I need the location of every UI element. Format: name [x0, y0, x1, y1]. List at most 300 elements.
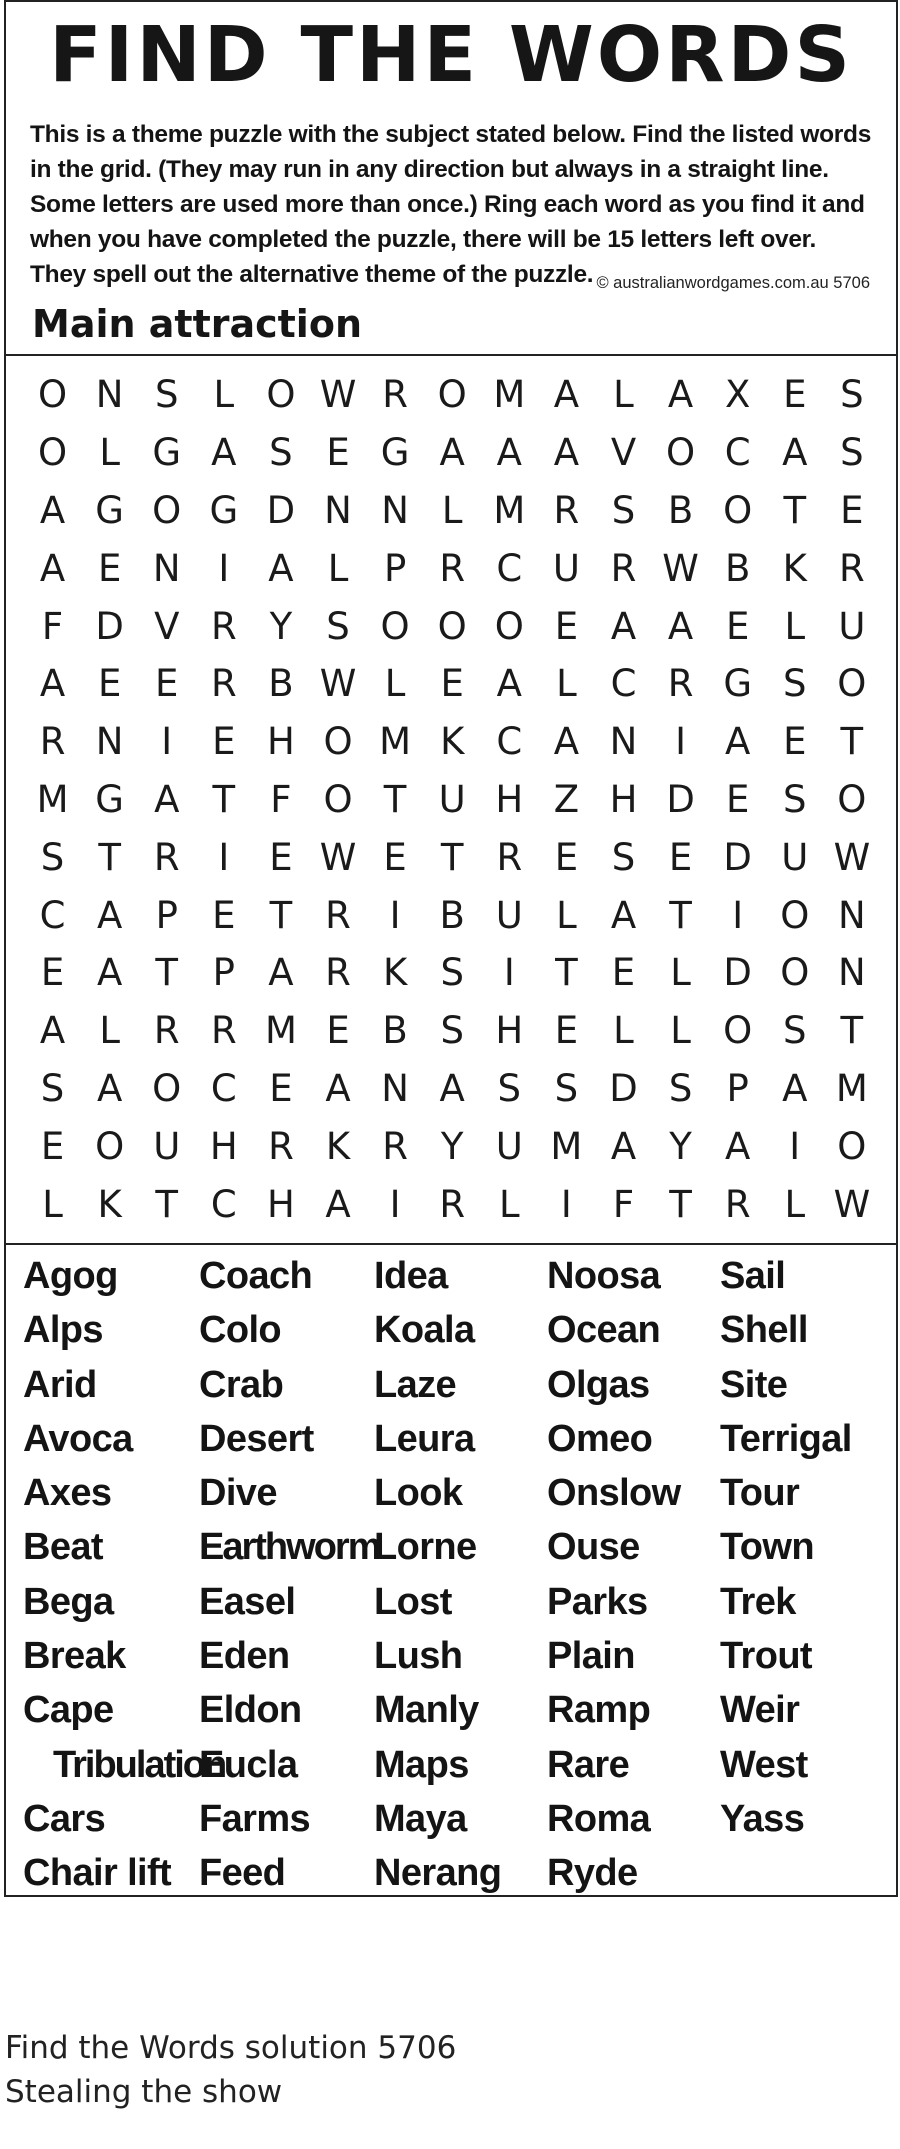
grid-cell[interactable]: A [610, 893, 637, 937]
word-list-item: Maps [374, 1743, 469, 1786]
grid-cell[interactable]: E [155, 662, 179, 706]
grid-cell[interactable]: A [667, 373, 694, 417]
word-list-item: Weir [720, 1689, 800, 1732]
grid-cell[interactable]: K [382, 951, 408, 995]
grid-cell[interactable]: G [209, 488, 239, 532]
grid-cell[interactable]: N [838, 951, 866, 995]
grid-cell[interactable]: R [39, 720, 66, 764]
grid-cell[interactable]: I [732, 893, 744, 937]
grid-cell[interactable]: A [96, 1066, 123, 1110]
word-list-item: Ocean [547, 1309, 661, 1352]
grid-cell[interactable]: E [554, 1009, 579, 1053]
grid-cell[interactable]: S [783, 1009, 807, 1053]
grid-cell[interactable]: A [325, 1066, 351, 1110]
word-list-item: Lost [374, 1580, 452, 1623]
puzzle-frame [4, 0, 898, 1897]
grid-cell[interactable]: O [837, 1124, 867, 1168]
grid-cell[interactable]: O [837, 662, 867, 706]
grid-cell[interactable]: H [209, 1124, 238, 1168]
grid-cell[interactable]: A [39, 1009, 66, 1053]
grid-cell[interactable]: N [324, 488, 352, 532]
grid-cell[interactable]: B [667, 488, 694, 532]
grid-cell[interactable]: E [783, 720, 807, 764]
grid-cell[interactable]: Y [669, 1124, 692, 1168]
grid-cell[interactable]: E [725, 604, 750, 648]
grid-cell[interactable]: I [560, 1182, 572, 1226]
grid-cell[interactable]: N [381, 488, 409, 532]
grid-cell[interactable]: A [667, 604, 694, 648]
grid-cell[interactable]: W [319, 373, 357, 417]
word-list-item: Crab [199, 1363, 284, 1406]
grid-cell[interactable]: I [675, 720, 687, 764]
grid-cell[interactable]: S [783, 662, 807, 706]
word-list-item: Beat [23, 1526, 103, 1569]
copyright-notice: © australianwordgames.com.au 5706 [596, 274, 870, 292]
letter-grid-section [6, 356, 896, 1245]
grid-cell[interactable]: H [609, 777, 638, 821]
word-list-item: Dive [199, 1472, 277, 1515]
grid-cell[interactable]: O [323, 720, 353, 764]
grid-cell[interactable]: R [382, 1124, 408, 1168]
grid-cell[interactable]: C [39, 893, 66, 937]
grid-cell[interactable]: T [669, 1182, 692, 1226]
grid-cell[interactable]: A [39, 662, 66, 706]
grid-cell[interactable]: E [212, 893, 236, 937]
grid-cell[interactable]: D [609, 1066, 638, 1110]
grid-cell[interactable]: U [495, 893, 523, 937]
grid-cell[interactable]: L [613, 1009, 634, 1053]
grid-cell[interactable]: P [383, 546, 407, 590]
grid-cell[interactable]: O [723, 1009, 753, 1053]
grid-cell[interactable]: R [496, 835, 523, 879]
grid-cell[interactable]: A [610, 1124, 637, 1168]
word-list-item: Cape [23, 1689, 114, 1732]
grid-cell[interactable]: I [218, 546, 230, 590]
grid-cell[interactable]: A [439, 1066, 465, 1110]
grid-cell[interactable]: B [439, 893, 465, 937]
word-list-item: Manly [374, 1689, 479, 1732]
grid-cell[interactable]: R [268, 1124, 294, 1168]
word-list-item: Onslow [547, 1472, 681, 1515]
grid-cell[interactable]: E [269, 835, 293, 879]
grid-cell[interactable]: K [325, 1124, 351, 1168]
grid-cell[interactable]: H [495, 777, 524, 821]
puzzle-title: FIND THE WORDS [49, 11, 853, 100]
word-list-item: West [720, 1743, 808, 1786]
grid-cell[interactable]: A [782, 1066, 808, 1110]
grid-cell[interactable]: L [327, 546, 349, 590]
grid-cell[interactable]: R [153, 835, 180, 879]
grid-cell[interactable]: G [723, 662, 752, 706]
grid-cell[interactable]: T [440, 835, 464, 879]
grid-cell[interactable]: E [97, 662, 122, 706]
word-list-item: Desert [199, 1417, 314, 1460]
word-list-item: Lush [374, 1635, 463, 1678]
grid-cell[interactable]: R [325, 951, 351, 995]
grid-cell[interactable]: M [550, 1124, 583, 1168]
grid-cell[interactable]: E [269, 1066, 293, 1110]
solution-text [5, 2026, 456, 2114]
word-list-item: Nerang [374, 1852, 502, 1895]
word-list-item: Feed [199, 1852, 286, 1895]
grid-cell[interactable]: X [724, 373, 751, 417]
grid-cell[interactable]: E [668, 835, 693, 879]
grid-cell[interactable]: W [833, 835, 871, 879]
grid-cell[interactable]: E [611, 951, 636, 995]
word-list-item: Yass [720, 1797, 805, 1840]
grid-cell[interactable]: S [783, 777, 807, 821]
grid-cell[interactable]: O [437, 604, 467, 648]
word-list [6, 1245, 896, 1895]
grid-cell[interactable]: T [98, 835, 121, 879]
grid-cell[interactable]: T [212, 777, 236, 821]
grid-cell[interactable]: I [789, 1124, 801, 1168]
puzzle-header [6, 2, 896, 356]
grid-cell[interactable]: M [493, 488, 526, 532]
grid-cell[interactable]: H [495, 1009, 524, 1053]
letter-grid [24, 366, 880, 1233]
grid-cell[interactable]: N [381, 1066, 409, 1110]
grid-cell[interactable]: D [723, 835, 752, 879]
word-list-item: Colo [199, 1309, 282, 1352]
grid-cell[interactable]: T [155, 1182, 179, 1226]
grid-cell[interactable]: E [40, 951, 65, 995]
grid-cell[interactable]: Y [440, 1124, 464, 1168]
word-list-item: Idea [374, 1255, 448, 1297]
grid-cell[interactable]: W [833, 1182, 871, 1226]
grid-cell[interactable]: I [389, 1182, 401, 1226]
grid-cell[interactable]: O [723, 488, 753, 532]
grid-cell[interactable]: U [153, 1124, 181, 1168]
grid-cell[interactable]: S [840, 431, 864, 475]
word-list-item: Arid [23, 1363, 97, 1406]
grid-cell[interactable]: S [668, 1066, 693, 1110]
grid-cell[interactable]: T [783, 488, 807, 532]
grid-cell[interactable]: M [835, 1066, 868, 1110]
grid-cell[interactable]: O [837, 777, 867, 821]
grid-cell[interactable]: M [264, 1009, 297, 1053]
grid-cell[interactable]: O [437, 373, 467, 417]
grid-cell[interactable]: E [725, 777, 750, 821]
grid-cell[interactable]: T [383, 777, 407, 821]
grid-cell[interactable]: C [210, 1066, 237, 1110]
grid-cell[interactable]: V [610, 431, 637, 475]
word-list-item: Coach [199, 1255, 313, 1297]
grid-cell[interactable]: A [553, 720, 580, 764]
grid-cell[interactable]: D [666, 777, 695, 821]
grid-cell[interactable]: E [440, 662, 464, 706]
grid-cell[interactable]: S [440, 1009, 464, 1053]
word-list-item: Parks [547, 1580, 648, 1623]
word-list-item: Alps [23, 1309, 103, 1352]
word-list-item: Roma [547, 1797, 651, 1840]
grid-cell[interactable]: G [380, 431, 410, 475]
word-list-item: Tribulation [53, 1743, 226, 1786]
grid-cell[interactable]: S [611, 488, 636, 532]
grid-cell[interactable]: E [554, 835, 579, 879]
grid-cell[interactable]: L [556, 893, 577, 937]
grid-cell[interactable]: A [96, 951, 123, 995]
grid-cell[interactable]: E [212, 720, 236, 764]
word-list-item: Tour [720, 1472, 800, 1515]
solution-title: Find the Words solution 5706 [5, 2030, 457, 2066]
grid-cell[interactable]: Y [269, 604, 293, 648]
grid-cell[interactable]: L [670, 951, 691, 995]
grid-cell[interactable]: L [784, 1182, 806, 1226]
grid-cell[interactable]: W [662, 546, 699, 590]
grid-cell[interactable]: U [552, 546, 580, 590]
word-list-item: Cars [23, 1797, 106, 1840]
grid-cell[interactable]: S [40, 1066, 65, 1110]
grid-cell[interactable]: U [438, 777, 466, 821]
word-list-item: Eden [199, 1635, 290, 1678]
grid-cell[interactable]: R [724, 1182, 751, 1226]
grid-cell[interactable]: A [439, 431, 465, 475]
grid-cell[interactable]: K [97, 1182, 122, 1226]
grid-cell[interactable]: O [152, 1066, 182, 1110]
grid-cell[interactable]: S [40, 835, 65, 879]
word-list-item: Agog [23, 1255, 118, 1297]
solution-answer: Stealing the show [5, 2074, 283, 2110]
grid-cell[interactable]: N [95, 720, 124, 764]
grid-cell[interactable]: R [210, 604, 237, 648]
word-list-item: Sail [720, 1255, 786, 1297]
word-list-item: Rare [547, 1743, 630, 1786]
grid-cell[interactable]: C [724, 431, 751, 475]
grid-cell[interactable]: M [36, 777, 69, 821]
grid-cell[interactable]: E [783, 373, 807, 417]
grid-cell[interactable]: A [154, 777, 180, 821]
grid-cell[interactable]: N [838, 893, 866, 937]
grid-cell[interactable]: O [37, 431, 68, 475]
grid-cell[interactable]: B [724, 546, 751, 590]
grid-cell[interactable]: P [155, 893, 178, 937]
grid-cell[interactable]: M [379, 720, 412, 764]
grid-cell[interactable]: L [441, 488, 463, 532]
grid-cell[interactable]: A [96, 893, 123, 937]
grid-cell[interactable]: L [99, 431, 120, 475]
grid-cell[interactable]: F [612, 1182, 635, 1226]
word-list-item: Look [374, 1472, 463, 1515]
word-list-item: Noosa [547, 1255, 661, 1297]
grid-cell[interactable]: A [325, 1182, 351, 1226]
word-list-item: Olgas [547, 1363, 650, 1406]
grid-cell[interactable]: F [270, 777, 292, 821]
grid-cell[interactable]: G [95, 777, 124, 821]
grid-cell[interactable]: R [439, 546, 466, 590]
grid-cell[interactable]: C [496, 720, 523, 764]
grid-cell[interactable]: W [319, 835, 357, 879]
grid-cell[interactable]: S [269, 431, 293, 475]
grid-cell[interactable]: V [154, 604, 180, 648]
word-list-item: Eldon [199, 1689, 302, 1732]
grid-cell[interactable]: F [41, 604, 64, 648]
grid-cell[interactable]: N [609, 720, 638, 764]
word-list-item: Ouse [547, 1526, 640, 1569]
grid-cell[interactable]: A [268, 951, 294, 995]
grid-cell[interactable]: R [610, 546, 637, 590]
word-column [720, 1249, 852, 1846]
grid-cell[interactable]: O [95, 1124, 125, 1168]
grid-cell[interactable]: A [39, 546, 66, 590]
grid-cell[interactable]: K [782, 546, 807, 590]
grid-cell[interactable]: B [382, 1009, 408, 1053]
grid-cell[interactable]: O [380, 604, 410, 648]
grid-cell[interactable]: O [152, 488, 182, 532]
grid-cell[interactable]: R [210, 662, 237, 706]
grid-cell[interactable]: L [498, 1182, 520, 1226]
word-list-item: Town [720, 1526, 814, 1569]
grid-cell[interactable]: T [155, 951, 179, 995]
grid-cell[interactable]: R [325, 893, 351, 937]
grid-cell[interactable]: U [838, 604, 866, 648]
grid-cell[interactable]: A [782, 431, 808, 475]
word-list-item: Trout [720, 1635, 812, 1678]
word-list-item: Ramp [547, 1689, 651, 1732]
grid-cell[interactable]: O [37, 373, 68, 417]
grid-cell[interactable]: A [39, 488, 66, 532]
grid-cell[interactable]: S [554, 1066, 579, 1110]
word-list-item: Trek [720, 1580, 796, 1623]
grid-cell[interactable]: U [495, 1124, 523, 1168]
grid-cell[interactable]: A [610, 604, 637, 648]
grid-cell[interactable]: D [95, 604, 124, 648]
word-list-item: Break [23, 1635, 126, 1678]
grid-cell[interactable]: G [95, 488, 124, 532]
grid-cell[interactable]: R [553, 488, 580, 532]
word-list-item: Axes [23, 1472, 112, 1515]
word-list-item: Farms [199, 1797, 311, 1840]
grid-cell[interactable]: H [267, 720, 295, 764]
grid-cell[interactable]: D [723, 951, 752, 995]
grid-cell[interactable]: O [780, 951, 810, 995]
grid-cell[interactable]: L [613, 373, 634, 417]
word-list-item: Easel [199, 1580, 296, 1623]
grid-cell[interactable]: S [326, 604, 350, 648]
grid-cell[interactable]: O [323, 777, 353, 821]
grid-cell[interactable]: T [840, 720, 864, 764]
grid-cell[interactable]: E [383, 835, 407, 879]
grid-cell[interactable]: L [670, 1009, 691, 1053]
grid-cell[interactable]: O [266, 373, 296, 417]
grid-cell[interactable]: H [267, 1182, 295, 1226]
word-list-item: Avoca [23, 1417, 133, 1460]
word-list-item: Ryde [547, 1852, 638, 1895]
grid-cell[interactable]: A [268, 546, 294, 590]
word-list-item: Lorne [374, 1526, 477, 1569]
grid-cell[interactable]: S [154, 373, 179, 417]
grid-cell[interactable]: N [152, 546, 181, 590]
grid-cell[interactable]: T [555, 951, 578, 995]
grid-cell[interactable]: C [610, 662, 637, 706]
grid-cell[interactable]: E [326, 431, 350, 475]
grid-cell[interactable]: W [319, 662, 357, 706]
grid-cell[interactable]: A [496, 431, 522, 475]
grid-cell[interactable]: S [840, 373, 864, 417]
grid-cell[interactable]: C [210, 1182, 237, 1226]
grid-cell[interactable]: A [211, 431, 237, 475]
grid-cell[interactable]: R [153, 1009, 180, 1053]
grid-cell[interactable]: A [496, 662, 522, 706]
grid-cell[interactable]: R [839, 546, 865, 590]
grid-cell[interactable]: L [384, 662, 406, 706]
grid-cell[interactable]: A [725, 1124, 751, 1168]
grid-cell[interactable]: L [556, 662, 577, 706]
grid-cell[interactable]: I [218, 835, 230, 879]
grid-cell[interactable]: R [439, 1182, 466, 1226]
grid-cell[interactable]: I [389, 893, 401, 937]
grid-cell[interactable]: D [266, 488, 296, 532]
word-list-item: Earthworm [199, 1526, 380, 1569]
grid-cell[interactable]: R [667, 662, 694, 706]
grid-cell[interactable]: C [496, 546, 523, 590]
grid-cell[interactable]: T [269, 893, 293, 937]
puzzle-instructions: This is a theme puzzle with the subject stated below. Find the listed words in the grid. (They may run in any direction but always in a straight line. Some letters are used more than once.) Ring each word as you find it and when you have completed the puzzle, there will be 15 letters left over. They spell out the alternative theme of the puzzle. [30, 121, 872, 288]
grid-cell[interactable]: P [212, 951, 235, 995]
grid-cell[interactable]: O [666, 431, 696, 475]
grid-cell[interactable]: I [503, 951, 515, 995]
word-list-item: Laze [374, 1363, 457, 1406]
grid-cell[interactable]: G [152, 431, 182, 475]
grid-cell[interactable]: L [42, 1182, 63, 1226]
word-list-item: Plain [547, 1635, 635, 1678]
word-column [374, 1249, 501, 1901]
grid-cell[interactable]: T [669, 893, 692, 937]
grid-cell[interactable]: N [95, 373, 124, 417]
grid-cell[interactable]: L [213, 373, 235, 417]
grid-cell[interactable]: S [611, 835, 636, 879]
word-list-item: Shell [720, 1309, 808, 1352]
grid-cell[interactable]: A [725, 720, 751, 764]
word-list-item: Koala [374, 1309, 475, 1352]
grid-cell[interactable]: A [553, 431, 580, 475]
grid-cell[interactable]: B [268, 662, 294, 706]
grid-cell[interactable]: O [494, 604, 524, 648]
grid-cell[interactable]: A [553, 373, 580, 417]
grid-cell[interactable]: M [493, 373, 526, 417]
word-column [199, 1249, 379, 1901]
word-list-item: Bega [23, 1580, 114, 1623]
grid-cell[interactable]: E [326, 1009, 350, 1053]
word-list-item: Terrigal [720, 1417, 852, 1460]
grid-cell[interactable]: K [440, 720, 465, 764]
grid-cell[interactable]: S [497, 1066, 522, 1110]
word-list-item: Maya [374, 1797, 467, 1840]
grid-cell[interactable]: S [440, 951, 464, 995]
grid-cell[interactable]: L [99, 1009, 120, 1053]
grid-cell[interactable]: P [726, 1066, 749, 1110]
grid-cell[interactable]: E [554, 604, 579, 648]
grid-cell[interactable]: Z [553, 777, 580, 821]
word-list-item: Eucla [199, 1743, 298, 1786]
grid-cell[interactable]: O [780, 893, 810, 937]
grid-cell[interactable]: E [40, 1124, 65, 1168]
word-column [547, 1249, 681, 1901]
grid-cell[interactable]: R [210, 1009, 237, 1053]
grid-cell[interactable]: E [840, 488, 864, 532]
word-list-item: Omeo [547, 1417, 653, 1460]
word-column [23, 1249, 225, 1901]
word-list-item: Leura [374, 1417, 475, 1460]
grid-cell[interactable]: L [784, 604, 806, 648]
puzzle-theme: Main attraction [32, 302, 362, 346]
word-list-item: Site [720, 1363, 788, 1406]
grid-cell[interactable]: I [161, 720, 173, 764]
grid-cell[interactable]: E [97, 546, 122, 590]
grid-cell[interactable]: T [840, 1009, 864, 1053]
grid-cell[interactable]: R [382, 373, 408, 417]
grid-cell[interactable]: U [781, 835, 809, 879]
